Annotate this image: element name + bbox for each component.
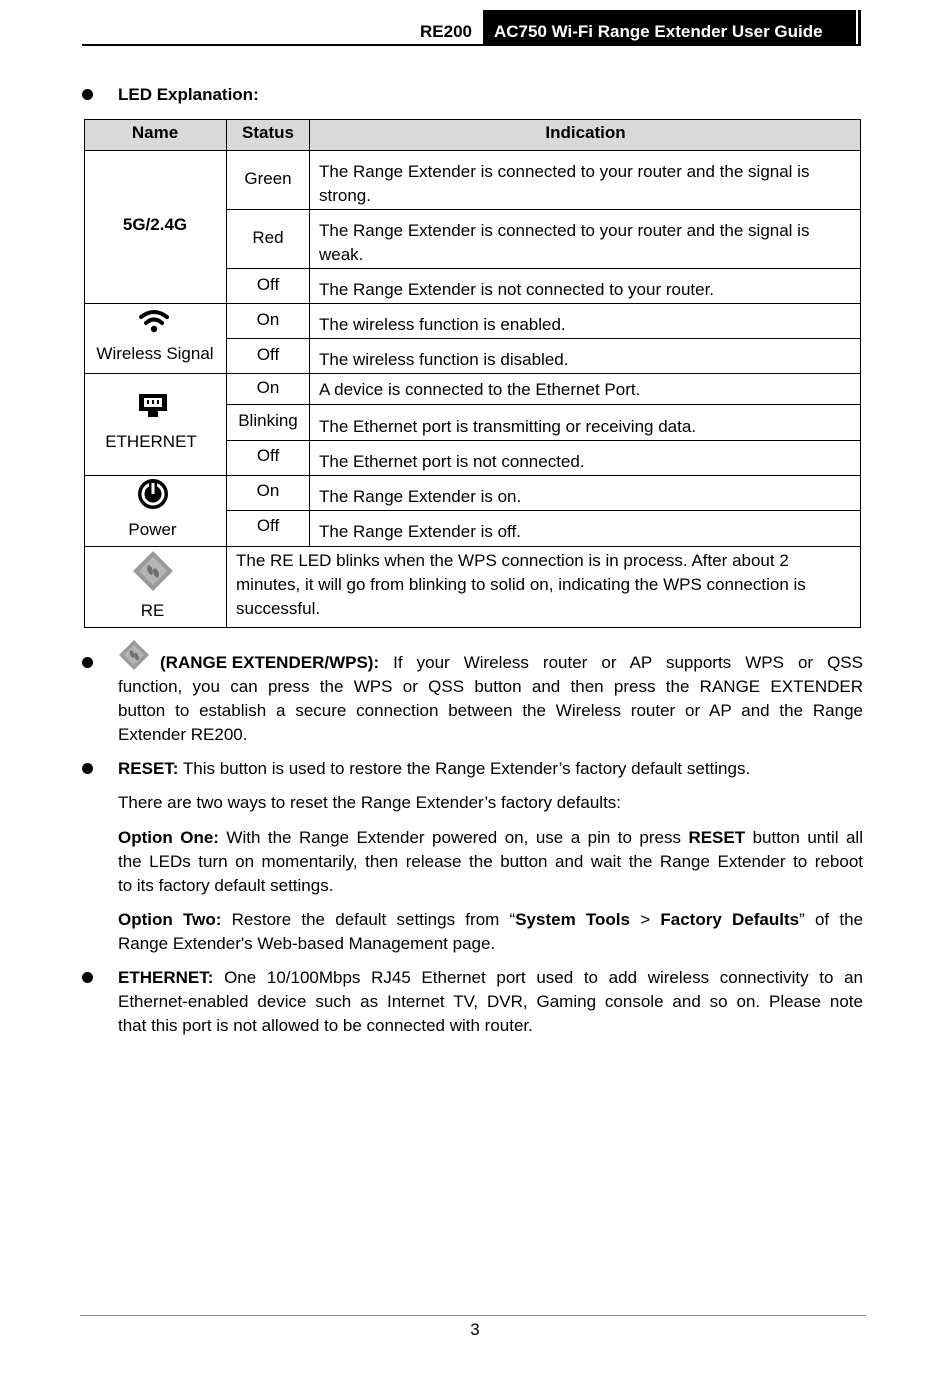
wifi-icon	[138, 308, 170, 334]
page-number: 3	[470, 1320, 480, 1339]
option-one-text: button until all	[745, 828, 863, 847]
col-status-header: Status	[242, 123, 294, 142]
status-off: Off	[256, 516, 280, 535]
status-off: Off	[256, 446, 280, 465]
indication-off: The Range Extender is not connected to your router.	[319, 280, 715, 299]
table-border	[84, 627, 861, 628]
indication-off: The Ethernet port is not connected.	[319, 452, 585, 471]
bullet-icon	[82, 657, 93, 668]
header-accent-bar	[858, 10, 861, 46]
indication-line: The RE LED blinks when the WPS connection is in process. After about 2	[236, 551, 789, 570]
ethernet-paragraph	[118, 966, 863, 1038]
bullet-icon	[82, 972, 93, 983]
reset-ways: There are two ways to reset the Range Extender’s factory defaults:	[118, 793, 622, 812]
wps-line: button to establish a secure connection between the Wireless router or AP and the Range	[118, 701, 863, 720]
led-name-ethernet: ETHERNET	[105, 432, 197, 451]
wps-label: (RANGE EXTENDER/WPS):	[160, 653, 380, 672]
led-heading: LED Explanation:	[118, 85, 259, 104]
ethernet-label: ETHERNET:	[118, 968, 214, 987]
indication-off: The wireless function is disabled.	[319, 350, 569, 369]
indication-line: minutes, it will go from blinking to solid on, indicating the WPS connection is	[236, 575, 806, 594]
header-title: AC750 Wi-Fi Range Extender User Guide	[494, 22, 823, 41]
status-green: Green	[244, 169, 292, 188]
ethernet-line: that this port is not allowed to be connected with router.	[118, 1016, 533, 1035]
row-divider	[84, 546, 861, 547]
option-one-paragraph	[118, 826, 863, 898]
footer-rule	[80, 1315, 866, 1316]
option-one-line: to its factory default settings.	[118, 876, 334, 895]
indication-on: The Range Extender is on.	[319, 487, 522, 506]
indication-line: The Range Extender is connected to your router and the signal is	[319, 221, 810, 240]
option-two-text: Restore the default settings from “	[221, 910, 516, 929]
row-divider	[226, 338, 861, 339]
status-off: Off	[256, 345, 280, 364]
row-divider	[226, 268, 861, 269]
row-divider	[226, 404, 861, 405]
menu-path: Factory Defaults	[660, 910, 800, 929]
indication-re	[236, 549, 851, 621]
row-divider	[226, 440, 861, 441]
led-name-power: Power	[128, 520, 177, 539]
row-divider	[84, 303, 861, 304]
option-one-label: Option One:	[118, 828, 219, 847]
reset-keyword: RESET	[688, 828, 746, 847]
option-two-paragraph	[118, 908, 863, 956]
menu-path: System Tools	[515, 910, 630, 929]
option-one-line: the LEDs turn on momentarily, then release the button and wait the Range Extender to reboot	[118, 852, 863, 871]
indication-line: successful.	[236, 599, 321, 618]
option-two-line: Range Extender's Web-based Management page.	[118, 934, 496, 953]
status-on: On	[256, 378, 280, 397]
option-one-text: With the Range Extender powered on, use a pin to press	[218, 828, 689, 847]
indication-on: The wireless function is enabled.	[319, 315, 566, 334]
reset-text: This button is used to restore the Range Extender’s factory default settings.	[178, 759, 751, 778]
option-one-line	[118, 826, 863, 850]
ethernet-icon	[136, 391, 170, 421]
col-indication-header: Indication	[545, 123, 626, 142]
indication-line: weak.	[319, 245, 364, 264]
indication-line: The Range Extender is connected to your router and the signal is	[319, 162, 810, 181]
indication-red	[319, 219, 851, 267]
wps-paragraph	[118, 651, 863, 747]
led-name-wireless: Wireless Signal	[96, 344, 214, 363]
re-diamond-icon	[131, 549, 175, 593]
status-off: Off	[256, 275, 280, 294]
indication-line: strong.	[319, 186, 371, 205]
power-icon	[136, 477, 170, 511]
reset-paragraph	[118, 757, 863, 781]
column-divider	[309, 119, 310, 546]
status-red: Red	[252, 228, 284, 247]
header-model: RE200	[420, 22, 472, 41]
status-on: On	[256, 310, 280, 329]
bullet-icon	[82, 89, 93, 100]
wps-line: Extender RE200.	[118, 725, 248, 744]
wps-first-line	[118, 651, 863, 675]
reset-label: RESET:	[118, 759, 179, 778]
status-on: On	[256, 481, 280, 500]
row-divider	[84, 150, 861, 151]
led-name-band: 5G/2.4G	[122, 215, 188, 234]
row-divider	[84, 373, 861, 374]
status-blinking: Blinking	[238, 411, 298, 430]
header-rule	[82, 44, 861, 46]
ethernet-line: Ethernet-enabled device such as Internet TV, DVR, Gaming console and so on. Please note	[118, 992, 863, 1011]
option-two-line	[118, 908, 863, 932]
menu-separator: >	[629, 910, 661, 929]
table-border	[84, 119, 861, 120]
indication-blinking: The Ethernet port is transmitting or receiving data.	[319, 417, 697, 436]
wps-line: function, you can press the WPS or QSS button and then press the RANGE EXTENDER	[118, 677, 863, 696]
led-name-re: RE	[140, 601, 165, 620]
col-name-header: Name	[131, 123, 179, 142]
row-divider	[226, 209, 861, 210]
ethernet-line	[118, 966, 863, 990]
row-divider	[226, 510, 861, 511]
option-two-text: ” of the	[799, 910, 864, 929]
indication-off: The Range Extender is off.	[319, 522, 521, 541]
option-two-label: Option Two:	[118, 910, 222, 929]
row-divider	[84, 475, 861, 476]
bullet-icon	[82, 763, 93, 774]
wps-text: If your Wireless router or AP supports WPS or QSS	[379, 653, 863, 672]
indication-green	[319, 160, 851, 208]
led-table	[84, 119, 861, 628]
ethernet-text: One 10/100Mbps RJ45 Ethernet port used to add wireless connectivity to an	[213, 968, 863, 987]
indication-on: A device is connected to the Ethernet Port.	[319, 380, 641, 399]
